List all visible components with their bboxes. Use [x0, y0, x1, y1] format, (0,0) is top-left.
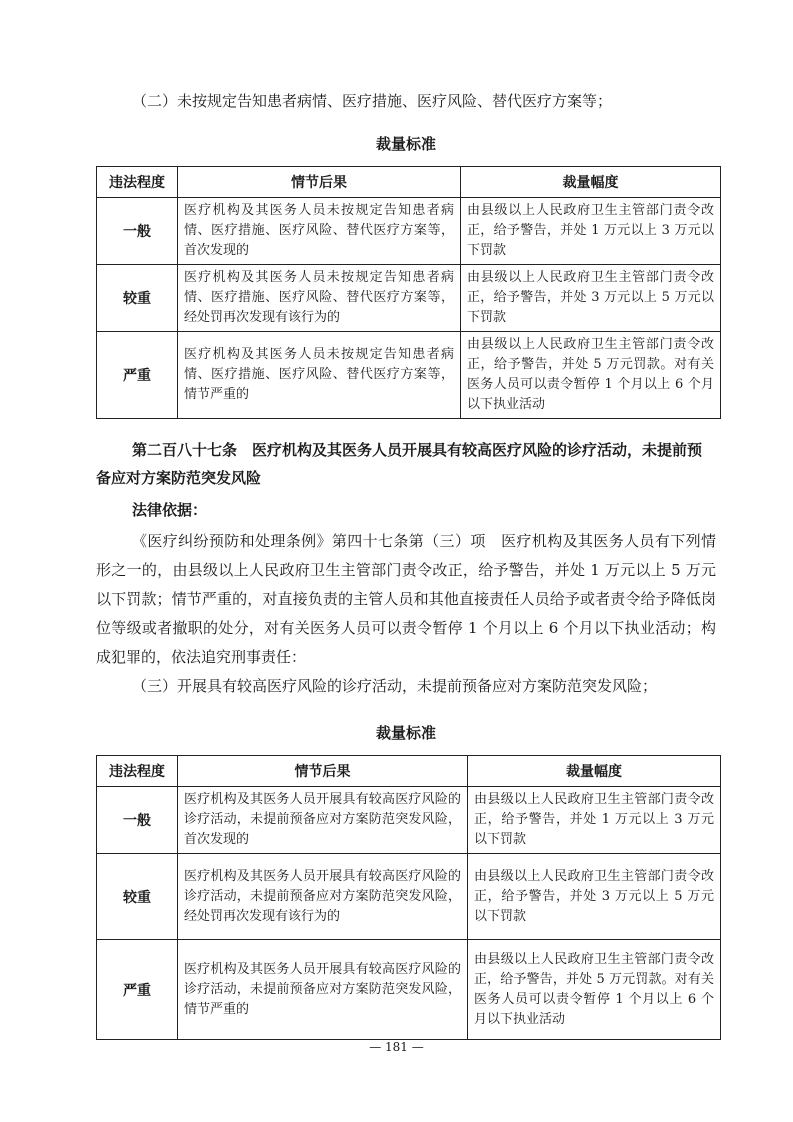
table1-row2-penalty: 由县级以上人民政府卫生主管部门责令改正，给予警告，并处 3 万元以上 5 万元以下罚款: [461, 265, 721, 332]
table1-header-row: [97, 167, 721, 198]
basis-text: 《医疗纠纷预防和处理条例》第四十七条第（三）项 医疗机构及其医务人员有下列情形之一的，由县级以上人民政府卫生主管部门责令改正，给予警告，并处 1 万元以上 5 万元以下罚款；情节严重的，对直接负责的主管人员和其他直接责任人员给予或者责令给予降低岗位等级或者撤职的处分，对有关医务人员可以责令暂停 1 个月以上 6 个月以下执业活动；构成犯罪的，依法追究刑事责任：: [96, 532, 716, 666]
table2-header-level: 违法程度: [97, 756, 178, 787]
table1-header-penalty: 裁量幅度: [461, 167, 721, 198]
table1-row1-circumstance: 医疗机构及其医务人员未按规定告知患者病情、医疗措施、医疗风险、替代医疗方案等，首次发现的: [178, 198, 461, 265]
table1-header-level: 违法程度: [97, 167, 178, 198]
table-row: [97, 332, 721, 419]
table1-row1-penalty: 由县级以上人民政府卫生主管部门责令改正，给予警告，并处 1 万元以上 3 万元以下罚款: [461, 198, 721, 265]
table2-row1-penalty: 由县级以上人民政府卫生主管部门责令改正，给予警告，并处 1 万元以上 3 万元以下罚款: [468, 787, 721, 854]
table2-row1-level: 一般: [97, 787, 178, 854]
table1-row2-circumstance: 医疗机构及其医务人员未按规定告知患者病情、医疗措施、医疗风险、替代医疗方案等，经处罚再次发现有该行为的: [178, 265, 461, 332]
article-item: （三）开展具有较高医疗风险的诊疗活动，未提前预备应对方案防范突发风险；: [132, 677, 658, 695]
table-row: [97, 787, 721, 854]
table2-row2-penalty: 由县级以上人民政府卫生主管部门责令改正，给予警告，并处 3 万元以上 5 万元以下罚款: [468, 854, 721, 940]
table1: [96, 166, 721, 419]
table2-row3-penalty: 由县级以上人民政府卫生主管部门责令改正，给予警告，并处 5 万元罚款。对有关医务人员可以责令暂停 1 个月以上 6 个月以下执业活动: [468, 940, 721, 1040]
table1-header-circumstance: 情节后果: [178, 167, 461, 198]
table-row: [97, 265, 721, 332]
table2-row3-circumstance: 医疗机构及其医务人员开展具有较高医疗风险的诊疗活动，未提前预备应对方案防范突发风险，情节严重的: [178, 940, 468, 1040]
table1-title: 裁量标准: [375, 135, 436, 153]
article-heading: 第二百八十七条 医疗机构及其医务人员开展具有较高医疗风险的诊疗活动，未提前预备应对方案防范突发风险: [96, 441, 703, 487]
table1-row3-circumstance: 医疗机构及其医务人员未按规定告知患者病情、医疗措施、医疗风险、替代医疗方案等，情节严重的: [178, 332, 461, 419]
table2-header-penalty: 裁量幅度: [468, 756, 721, 787]
table1-row2-level: 较重: [97, 265, 178, 332]
table2-header-row: [97, 756, 721, 787]
table-row: [97, 198, 721, 265]
intro-item: （二）未按规定告知患者病情、医疗措施、医疗风险、替代医疗方案等；: [132, 92, 613, 110]
table1-row1-level: 一般: [97, 198, 178, 265]
table2-row1-circumstance: 医疗机构及其医务人员开展具有较高医疗风险的诊疗活动，未提前预备应对方案防范突发风险，首次发现的: [178, 787, 468, 854]
basis-label: 法律依据：: [132, 501, 208, 519]
table-row: [97, 854, 721, 940]
page-number: — 181 —: [369, 1040, 424, 1054]
table2-row2-level: 较重: [97, 854, 178, 940]
table-row: [97, 940, 721, 1040]
table1-row3-penalty: 由县级以上人民政府卫生主管部门责令改正，给予警告，并处 5 万元罚款。对有关医务人员可以责令暂停 1 个月以上 6 个月以下执业活动: [461, 332, 721, 419]
table2-header-circumstance: 情节后果: [178, 756, 468, 787]
table1-row3-level: 严重: [97, 332, 178, 419]
table2-title: 裁量标准: [375, 724, 436, 742]
table2: [96, 755, 721, 1040]
table2-row2-circumstance: 医疗机构及其医务人员开展具有较高医疗风险的诊疗活动，未提前预备应对方案防范突发风险，经处罚再次发现有该行为的: [178, 854, 468, 940]
table2-row3-level: 严重: [97, 940, 178, 1040]
